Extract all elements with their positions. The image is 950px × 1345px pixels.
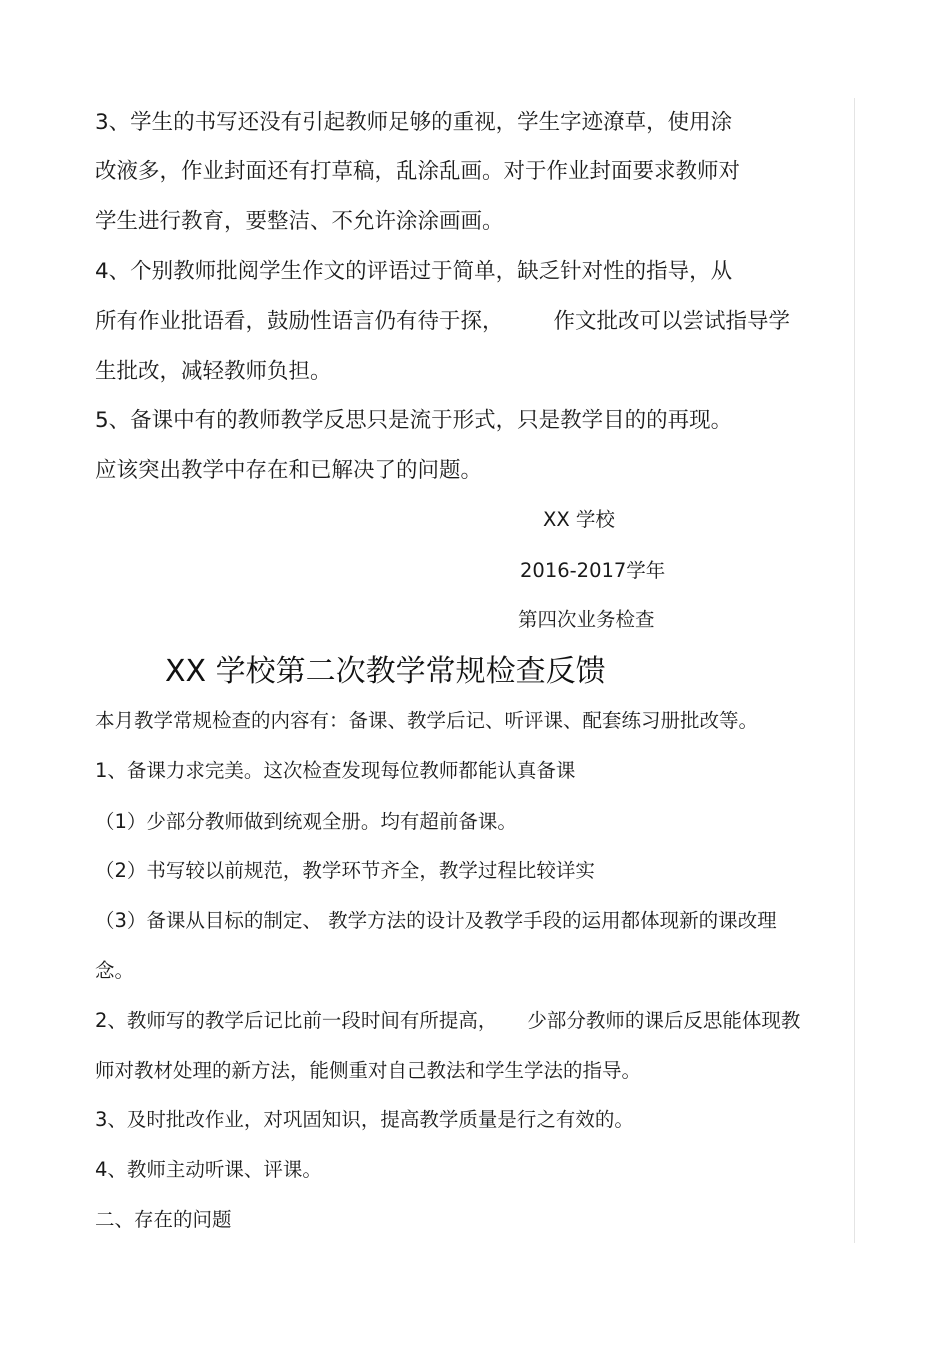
feedback-intro: 本月教学常规检查的内容有：备课、教学后记、听评课、配套练习册批改等。	[95, 709, 759, 732]
page-edge-divider	[854, 98, 855, 1243]
feedback-item-4: 4、教师主动听课、评课。	[95, 1158, 322, 1181]
signature-check: 第四次业务检查	[518, 608, 655, 631]
issue-5-line-1: 5、备课中有的教师教学反思只是流于形式，只是教学目的的再现。	[95, 408, 733, 433]
issue-3-line-3: 学生进行教育，要整洁、不允许涂涂画画。	[95, 209, 504, 234]
feedback-item-3: 3、及时批改作业，对巩固知识，提高教学质量是行之有效的。	[95, 1108, 634, 1131]
feedback-item-1-sub-1: （1）少部分教师做到统观全册。均有超前备课。	[95, 810, 517, 833]
issue-3-line-1: 3、学生的书写还没有引起教师足够的重视，学生字迹潦草，使用涂	[95, 110, 733, 135]
feedback-item-2-line-1	[95, 1011, 800, 1031]
issue-4-line-2-part-1: 所有作业批语看，鼓励性语言仍有待于探，	[95, 309, 504, 334]
feedback-item-1: 1、备课力求完美。这次检查发现每位教师都能认真备课	[95, 759, 576, 782]
issue-3-line-2: 改液多，作业封面还有打草稿，乱涂乱画。对于作业封面要求教师对	[95, 159, 741, 184]
feedback-item-1-sub-2: （2）书写较以前规范，教学环节齐全，教学过程比较详实	[95, 859, 595, 882]
problems-heading: 二、存在的问题	[95, 1208, 232, 1231]
signature-year: 2016-2017学年	[520, 559, 666, 582]
feedback-item-1-sub-3-line-2: 念。	[95, 959, 135, 982]
feedback-item-2-line-1-part-1: 2、教师写的教学后记比前一段时间有所提高，	[95, 1009, 498, 1032]
issue-5-line-2: 应该突出教学中存在和已解决了的问题。	[95, 458, 483, 483]
feedback-item-2-line-1-part-2: 少部分教师的课后反思能体现教	[527, 1009, 801, 1032]
issue-4-line-1: 4、个别教师批阅学生作文的评语过于简单，缺乏针对性的指导，从	[95, 259, 733, 284]
feedback-item-2-line-2: 师对教材处理的新方法，能侧重对自己教法和学生学法的指导。	[95, 1059, 642, 1082]
feedback-item-1-sub-3-line-1: （3）备课从目标的制定、 教学方法的设计及教学手段的运用都体现新的课改理	[95, 909, 777, 932]
signature-school: XX 学校	[543, 508, 615, 531]
issue-4-line-2-part-2: 作文批改可以尝试指导学	[553, 309, 791, 334]
issue-4-line-2	[95, 311, 790, 333]
issue-4-line-3: 生批改，减轻教师负担。	[95, 359, 332, 384]
page-title: XX 学校第二次教学常规检查反馈	[165, 654, 606, 689]
